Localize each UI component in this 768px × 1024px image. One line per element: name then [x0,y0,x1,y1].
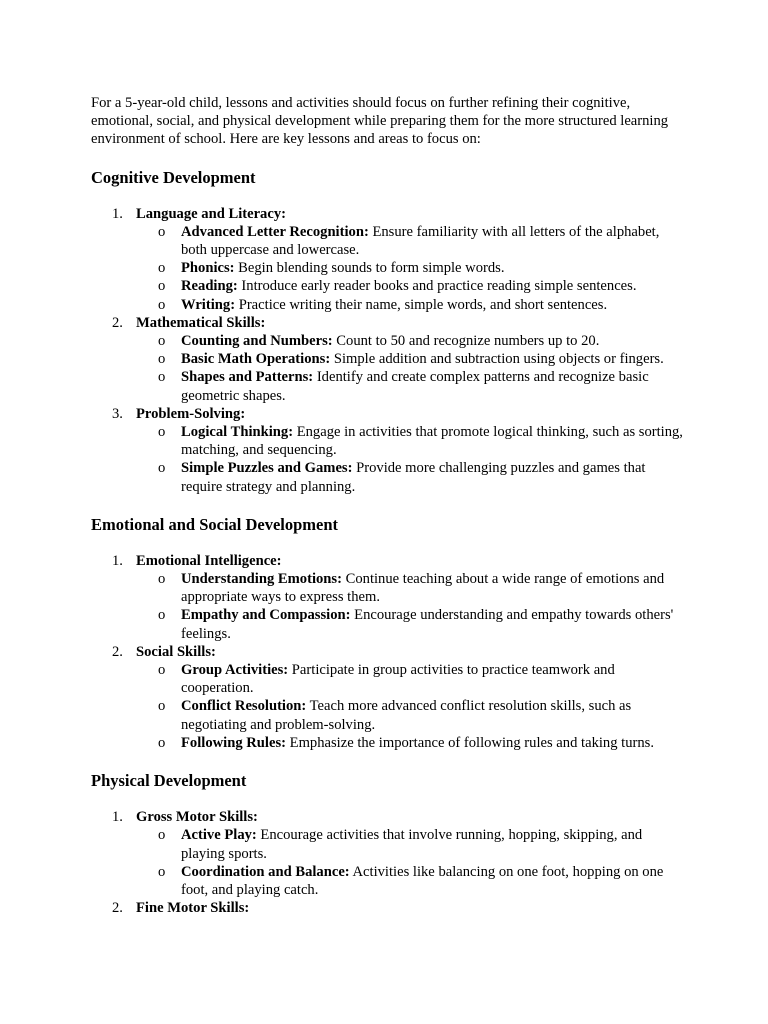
section-heading-cognitive: Cognitive Development [91,167,256,187]
section-heading-emotional-social: Emotional and Social Development [91,514,339,534]
intro-paragraph: For a 5-year-old child, lessons and activities should focus on further refining their cognitive, emotional, social, and physical development while preparing them for the more structured learning environment of school. Here are key lessons and areas to focus on: [91,95,669,148]
topic-list-emotional-social [91,552,688,752]
topic-number: 1. [112,205,123,222]
topic-title: Gross Motor Skills: [136,809,258,826]
sub-text: Ensure familiarity with all letters of the alphabet, both uppercase and lowercase. [181,223,660,259]
bullet-icon: o [158,827,166,844]
topic-number: 2. [112,314,123,331]
list-item [136,368,688,404]
sub-text: Encourage activities that involve running, hopping, skipping, and playing sports. [181,827,643,862]
bullet-icon: o [158,369,166,386]
bullet-icon: o [158,223,166,240]
sub-text: Emphasize the importance of following rules and taking turns. [286,734,654,751]
sub-title: Empathy and Compassion: [181,607,351,624]
sub-text: Participate in group activities to practice teamwork and cooperation. [181,662,615,697]
sub-text: Provide more challenging puzzles and games that require strategy and planning. [181,460,646,495]
bullet-icon: o [158,698,166,715]
topic-title: Language and Literacy: [136,205,286,222]
list-item [136,826,688,862]
topic-title: Mathematical Skills: [136,314,266,331]
topic-item [91,899,688,917]
topic-number: 3. [112,405,123,422]
bullet-icon: o [158,333,166,350]
bullet-icon: o [158,278,166,295]
list-item [136,223,688,259]
sub-text: Engage in activities that promote logical thinking, such as sorting, matching, and sequencing. [181,424,683,459]
topic-title: Fine Motor Skills: [136,900,250,917]
sub-title: Following Rules: [181,734,286,751]
topic-number: 2. [112,900,123,917]
bullet-icon: o [158,460,166,477]
list-item [136,661,688,697]
bullet-icon: o [158,260,166,277]
sub-title: Coordination and Balance: [181,863,350,880]
topic-number: 2. [112,643,123,660]
list-item [136,697,688,733]
sub-text: Activities like balancing on one foot, hopping on one foot, and playing catch. [181,863,664,898]
bullet-icon: o [158,571,166,588]
sub-title: Phonics: [181,260,235,277]
topic-title: Social Skills: [136,643,216,660]
sub-text: Teach more advanced conflict resolution skills, such as negotiating and problem-solving. [181,698,632,733]
sub-title: Shapes and Patterns: [181,369,314,386]
sub-title: Active Play: [181,827,257,844]
topic-item [91,314,688,405]
bullet-icon: o [158,607,166,624]
list-item [136,277,688,295]
sub-title: Understanding Emotions: [181,571,342,588]
sub-text: Identify and create complex patterns and recognize basic geometric shapes. [181,369,649,404]
list-item [136,350,688,368]
sub-list [136,826,688,899]
bullet-icon: o [158,296,166,313]
sub-text: Begin blending sounds to form simple words. [234,260,505,277]
topic-list-cognitive [91,205,688,496]
bullet-icon: o [158,734,166,751]
bullet-icon: o [158,662,166,679]
list-item [136,606,688,642]
list-item [136,259,688,277]
sub-list [136,423,688,496]
bullet-icon: o [158,863,166,880]
list-item [136,734,688,752]
bullet-icon: o [158,424,166,441]
sub-title: Basic Math Operations: [181,351,331,368]
topic-item [91,205,688,314]
list-item [136,296,688,314]
topic-item [91,405,688,496]
sub-text: Simple addition and subtraction using objects or fingers. [330,351,664,368]
topic-item [91,643,688,752]
topic-list-physical [91,808,688,917]
topic-number: 1. [112,552,123,569]
topic-title: Problem-Solving: [136,405,246,422]
sub-title: Group Activities: [181,662,289,679]
list-item [136,423,688,459]
list-item [136,459,688,495]
sub-title: Conflict Resolution: [181,698,307,715]
topic-number: 1. [112,809,123,826]
sub-title: Writing: [181,296,236,313]
sub-text: Introduce early reader books and practice reading simple sentences. [237,278,637,295]
list-item [136,570,688,606]
list-item [136,863,688,899]
bullet-icon: o [158,351,166,368]
topic-item [91,808,688,899]
sub-title: Advanced Letter Recognition: [181,223,369,240]
sub-list [136,661,688,752]
sub-title: Simple Puzzles and Games: [181,460,353,477]
sub-list [136,332,688,405]
sub-list [136,570,688,643]
topic-item [91,552,688,643]
sub-text: Count to 50 and recognize numbers up to 20. [332,333,600,350]
sub-title: Reading: [181,278,238,295]
list-item [136,332,688,350]
sub-text: Continue teaching about a wide range of emotions and appropriate ways to express them. [181,571,665,606]
sub-text: Practice writing their name, simple words, and short sentences. [235,296,608,313]
sub-text: Encourage understanding and empathy towards others' feelings. [181,607,674,642]
section-heading-physical: Physical Development [91,771,247,791]
topic-title: Emotional Intelligence: [136,552,282,569]
sub-title: Logical Thinking: [181,424,294,441]
sub-title: Counting and Numbers: [181,333,333,350]
sub-list [136,223,688,314]
